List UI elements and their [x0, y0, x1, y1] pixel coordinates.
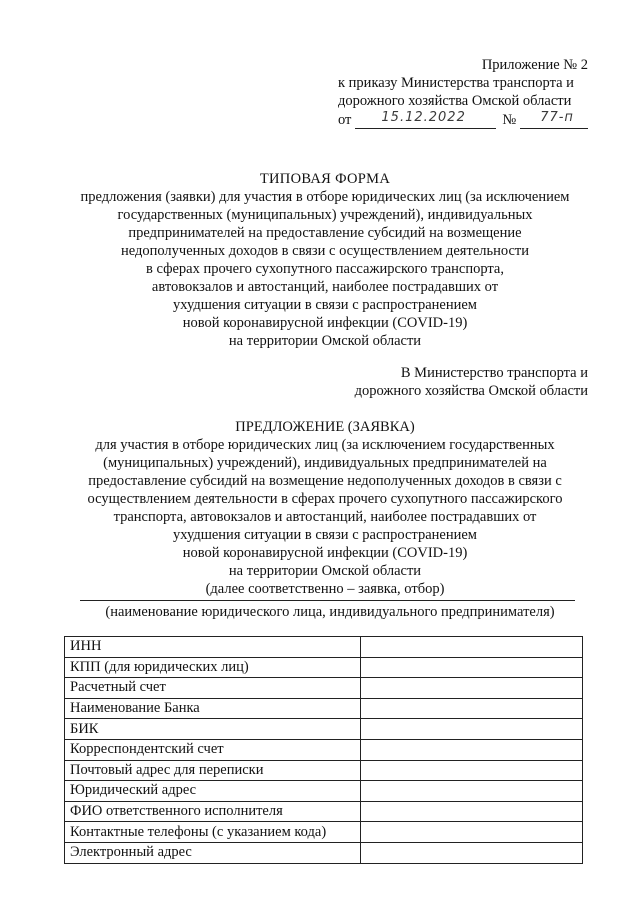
table-row [65, 657, 583, 678]
addressee [318, 364, 588, 400]
row-label: ИНН [65, 637, 361, 658]
table-row [65, 822, 583, 843]
typical-form-line: недополученных доходов в связи с осуществлением деятельности [120, 243, 530, 259]
application-line: ухудшения ситуации в связи с распространением [173, 527, 477, 543]
appendix-order-line: к приказу Министерства транспорта и [338, 75, 574, 91]
table-row [65, 739, 583, 760]
application-line: транспорта, автовокзалов и автостанций, наиболее пострадавших от [113, 509, 537, 525]
addressee-line: В Министерство транспорта и [400, 365, 588, 381]
table-row [65, 842, 583, 863]
table-row [65, 760, 583, 781]
order-date-field [355, 111, 496, 129]
row-value-cell[interactable] [361, 760, 583, 781]
application-line: (далее соответственно – заявка, отбор) [205, 581, 445, 597]
table-row [65, 678, 583, 699]
typical-form-line: на территории Омской области [228, 333, 422, 349]
row-label: Корреспондентский счет [65, 739, 361, 760]
addressee-line: дорожного хозяйства Омской области [354, 383, 588, 399]
row-value-cell[interactable] [361, 822, 583, 843]
typical-form-line: автовокзалов и автостанций, наиболее пострадавших от [151, 279, 499, 295]
row-value-cell[interactable] [361, 657, 583, 678]
row-label: Юридический адрес [65, 781, 361, 802]
handwritten-date: 15.12.2022 [381, 110, 466, 125]
application-line: на территории Омской области [228, 563, 422, 579]
row-value-cell[interactable] [361, 719, 583, 740]
row-label: БИК [65, 719, 361, 740]
application-title: ПРЕДЛОЖЕНИЕ (ЗАЯВКА) [235, 419, 415, 435]
table-row [65, 719, 583, 740]
applicant-name-caption: (наименование юридического лица, индивидуального предпринимателя) [105, 604, 555, 620]
appendix-header [338, 56, 588, 129]
row-label: КПП (для юридических лиц) [65, 657, 361, 678]
appendix-number: Приложение № 2 [481, 57, 588, 73]
row-label: Почтовый адрес для переписки [65, 760, 361, 781]
order-number-field [520, 111, 588, 129]
row-value-cell[interactable] [361, 637, 583, 658]
row-label: Контактные телефоны (с указанием кода) [65, 822, 361, 843]
date-prefix: от [338, 112, 352, 128]
row-value-cell[interactable] [361, 678, 583, 699]
application-line: (муниципальных) учреждений), индивидуальных предпринимателей на [103, 455, 547, 471]
row-value-cell[interactable] [361, 801, 583, 822]
application-description [60, 436, 590, 598]
appendix-ministry-line: дорожного хозяйства Омской области [338, 93, 572, 109]
application-line: осуществлением деятельности в сферах прочего сухопутного пассажирского [87, 491, 563, 507]
table-row [65, 637, 583, 658]
row-value-cell[interactable] [361, 739, 583, 760]
typical-form-title: ТИПОВАЯ ФОРМА [259, 171, 391, 187]
application-line: предоставление субсидий на возмещение недополученных доходов в связи с [88, 473, 562, 489]
row-label: ФИО ответственного исполнителя [65, 801, 361, 822]
table-row [65, 698, 583, 719]
typical-form-line: в сферах прочего сухопутного пассажирского транспорта, [145, 261, 504, 277]
application-line: для участия в отборе юридических лиц (за исключением государственных [95, 437, 555, 453]
handwritten-number: 77-п [540, 110, 574, 125]
row-label: Расчетный счет [65, 678, 361, 699]
order-date-number [338, 111, 588, 129]
table-row [65, 781, 583, 802]
typical-form-line: новой коронавирусной инфекции (COVID-19) [182, 315, 468, 331]
row-value-cell[interactable] [361, 781, 583, 802]
application-line: новой коронавирусной инфекции (COVID-19) [182, 545, 468, 561]
row-label: Электронный адрес [65, 842, 361, 863]
requisites-table [64, 636, 583, 864]
table-row [65, 801, 583, 822]
row-label: Наименование Банка [65, 698, 361, 719]
row-value-cell[interactable] [361, 842, 583, 863]
typical-form-line: государственных (муниципальных) учреждений), индивидуальных [117, 207, 533, 223]
typical-form-line: предпринимателей на предоставление субсидий на возмещение [128, 225, 522, 241]
number-sign: № [502, 112, 517, 128]
typical-form-description [60, 188, 590, 350]
typical-form-line: предложения (заявки) для участия в отборе юридических лиц (за исключением [80, 189, 570, 205]
typical-form-line: ухудшения ситуации в связи с распространением [173, 297, 477, 313]
row-value-cell[interactable] [361, 698, 583, 719]
applicant-name-line[interactable] [80, 600, 575, 601]
